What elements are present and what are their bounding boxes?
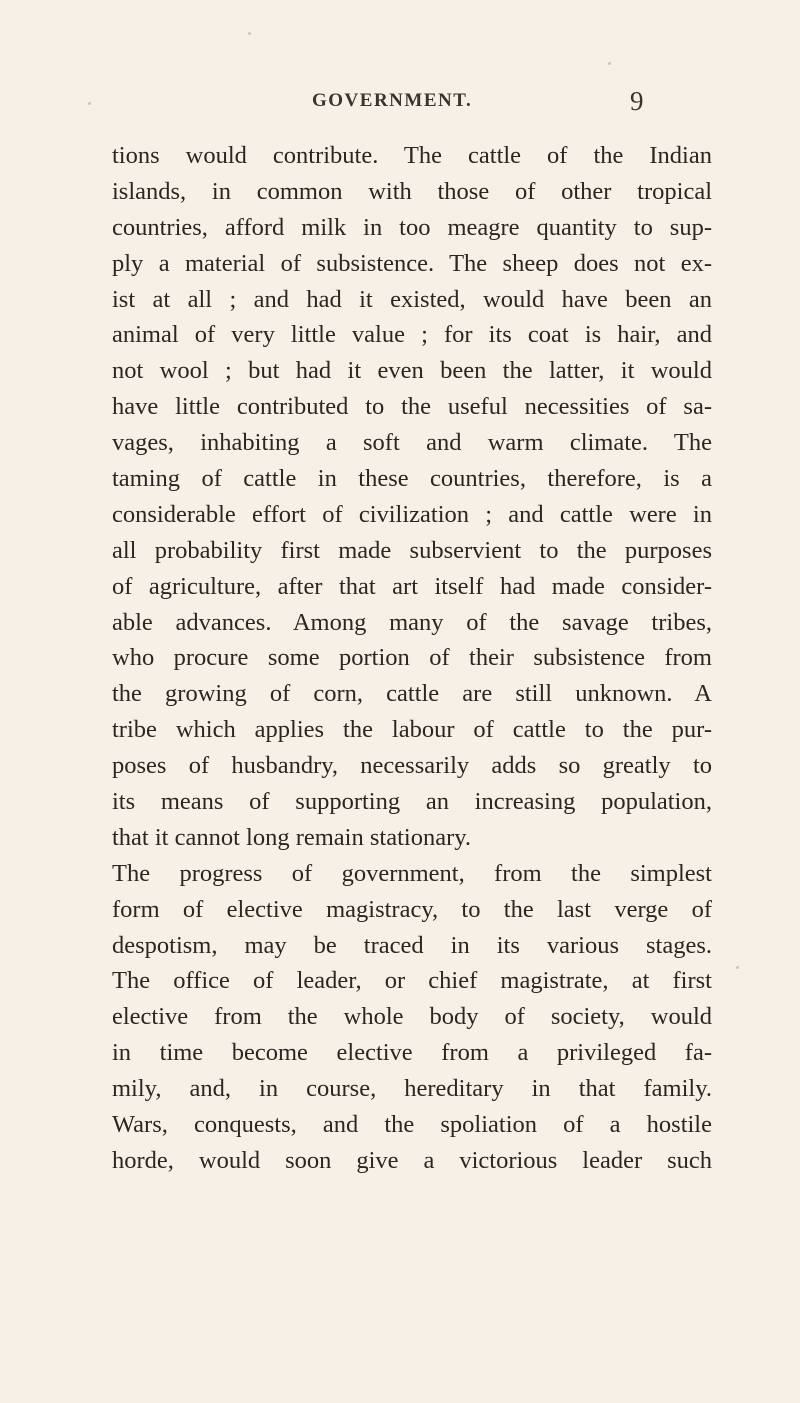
text-line: animal of very little value ; for its coat is hair, and — [112, 321, 712, 349]
text-line: countries, afford milk in too meagre quantity to sup- — [112, 213, 712, 241]
text-line: form of elective magistracy, to the last verge of — [112, 895, 712, 923]
text-line: who procure some portion of their subsistence from — [112, 644, 712, 672]
text-line: not wool ; but had it even been the latter, it would — [112, 357, 712, 385]
paragraph-end-line: that it cannot long remain stationary. — [112, 823, 472, 851]
text-line: its means of supporting an increasing population, — [112, 788, 712, 816]
text-line: considerable effort of civilization ; and cattle were in — [112, 500, 712, 528]
text-line: The progress of government, from the simplest — [112, 859, 712, 887]
text-line: despotism, may be traced in its various stages. — [112, 931, 712, 959]
text-line: The office of leader, or chief magistrate, at first — [112, 967, 712, 995]
text-line: vages, inhabiting a soft and warm climate. The — [112, 429, 712, 457]
running-head-title: GOVERNMENT. — [312, 90, 473, 111]
paper-speck — [88, 102, 91, 105]
text-line: islands, in common with those of other tropical — [112, 177, 712, 205]
text-line: elective from the whole body of society, would — [112, 1003, 712, 1031]
text-line: horde, would soon give a victorious leader such — [112, 1146, 712, 1174]
text-line: mily, and, in course, hereditary in that family. — [112, 1075, 712, 1103]
text-line: taming of cattle in these countries, therefore, is a — [112, 465, 712, 493]
paper-speck — [608, 62, 611, 65]
text-line: tribe which applies the labour of cattle to the pur- — [112, 716, 712, 744]
text-line: in time become elective from a privileged fa- — [112, 1039, 712, 1067]
text-line: the growing of corn, cattle are still unknown. A — [112, 680, 712, 708]
text-line: ply a material of subsistence. The sheep does not ex- — [112, 249, 712, 277]
text-line: able advances. Among many of the savage tribes, — [112, 608, 712, 636]
paper-speck — [736, 966, 739, 969]
text-line: have little contributed to the useful necessities of sa- — [112, 393, 712, 421]
text-line: tions would contribute. The cattle of the Indian — [112, 142, 712, 169]
text-line: of agriculture, after that art itself had made consider- — [112, 572, 712, 600]
text-line: poses of husbandry, necessarily adds so greatly to — [112, 752, 712, 780]
paper-speck — [248, 32, 251, 35]
body-text — [112, 138, 712, 1179]
running-head — [0, 86, 800, 126]
page-number: 9 — [630, 86, 644, 116]
text-line: ist at all ; and had it existed, would have been an — [112, 285, 712, 313]
text-line: Wars, conquests, and the spoliation of a hostile — [112, 1111, 712, 1139]
text-line: all probability first made subservient to the purposes — [112, 536, 712, 564]
